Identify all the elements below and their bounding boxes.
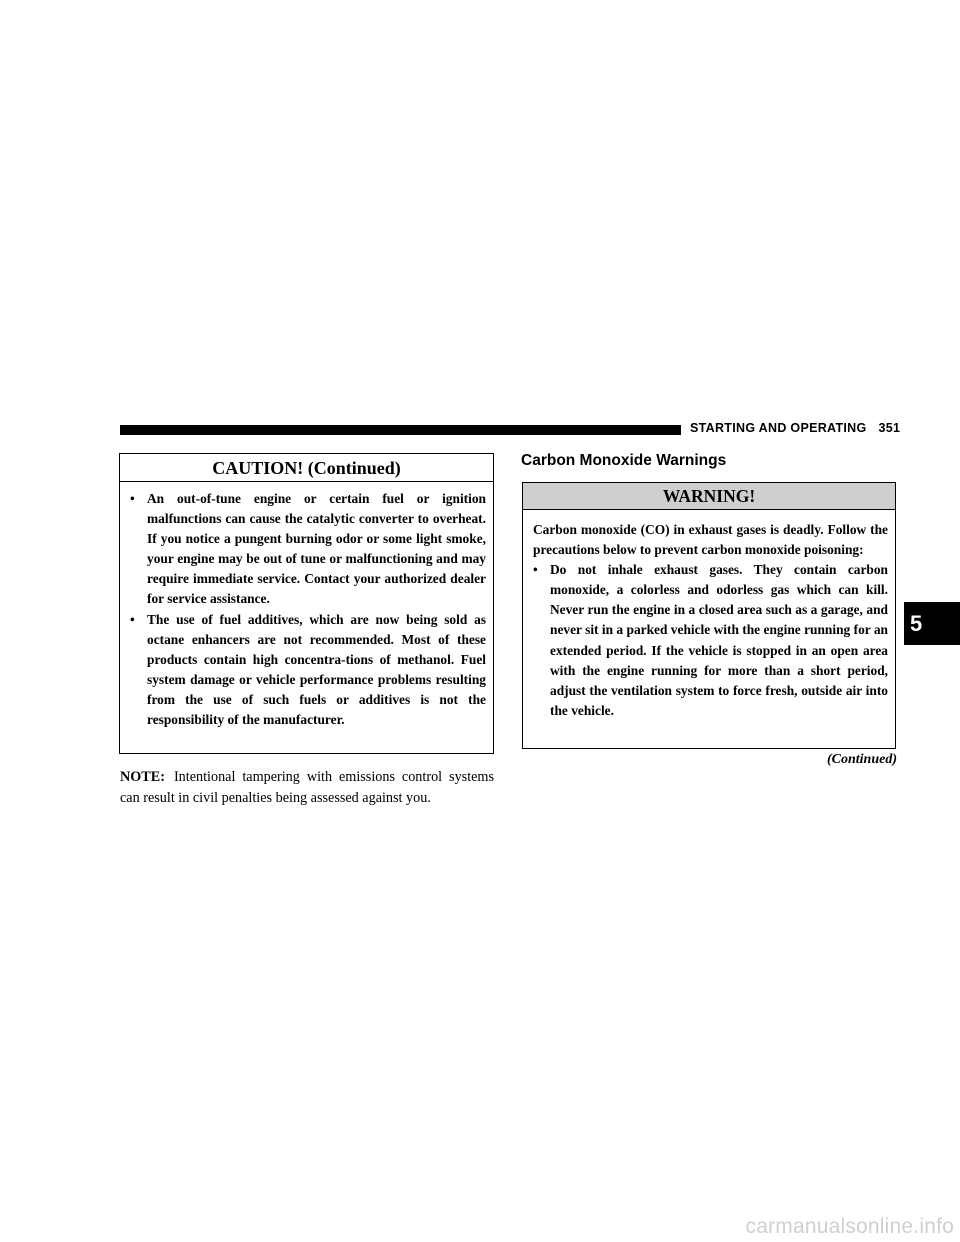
running-header bbox=[690, 421, 900, 435]
warning-box bbox=[522, 482, 896, 749]
page-number: 351 bbox=[878, 421, 901, 435]
note-label: NOTE: bbox=[120, 769, 165, 785]
caution-box bbox=[119, 453, 494, 754]
bullet-icon: • bbox=[130, 491, 135, 506]
warning-intro: Carbon monoxide (CO) in exhaust gases is deadly. Follow the precautions below to prevent carbon monoxide poisoning: bbox=[533, 522, 888, 558]
warning-body bbox=[523, 510, 895, 721]
caution-title: CAUTION! (Continued) bbox=[120, 454, 493, 482]
warning-item bbox=[533, 560, 888, 721]
bullet-icon: • bbox=[533, 562, 538, 578]
caution-item-text: An out-of-tune engine or certain fuel or ignition malfunctions can cause the catalytic converter to overheat. If you notice a pungent burning odor or some light smoke, your engine may be out of tune or malfunctioning and may require immediate service. Contact your authorized dealer for service assistance. bbox=[147, 491, 486, 607]
section-heading: Carbon Monoxide Warnings bbox=[521, 452, 727, 469]
chapter-tab: 5 bbox=[904, 602, 960, 645]
caution-item bbox=[130, 489, 486, 610]
caution-body bbox=[120, 482, 493, 730]
warning-item-text: Do not inhale exhaust gases. They contain carbon monoxide, a colorless and odorless gas which can kill. Never run the engine in a closed area such as a garage, and never sit in a parked vehicle with the engine running for an extended period. If the vehicle is stopped in an open area with the engine running for more than a short period, adjust the ventilation system to force fresh, outside air into the vehicle. bbox=[550, 562, 888, 718]
bullet-icon: • bbox=[130, 611, 135, 627]
continued-label: (Continued) bbox=[826, 752, 897, 767]
note-text: Intentional tampering with emissions control systems can result in civil penalties being assessed against you. bbox=[120, 769, 494, 807]
warning-title: WARNING! bbox=[523, 483, 895, 510]
caution-item-text: The use of fuel additives, which are now being sold as octane enhancers are not recommended. Most of these products contain high concentra-tions of methanol. Fuel system damage or vehicle performance problems resulting from the use of such fuels or additives is not the responsibility of the manufacturer. bbox=[147, 611, 486, 728]
header-rule bbox=[120, 425, 681, 435]
note-paragraph bbox=[120, 767, 494, 810]
caution-item bbox=[130, 610, 486, 731]
watermark: carmanualsonline.info bbox=[646, 1212, 960, 1242]
section-title: STARTING AND OPERATING bbox=[690, 421, 867, 435]
